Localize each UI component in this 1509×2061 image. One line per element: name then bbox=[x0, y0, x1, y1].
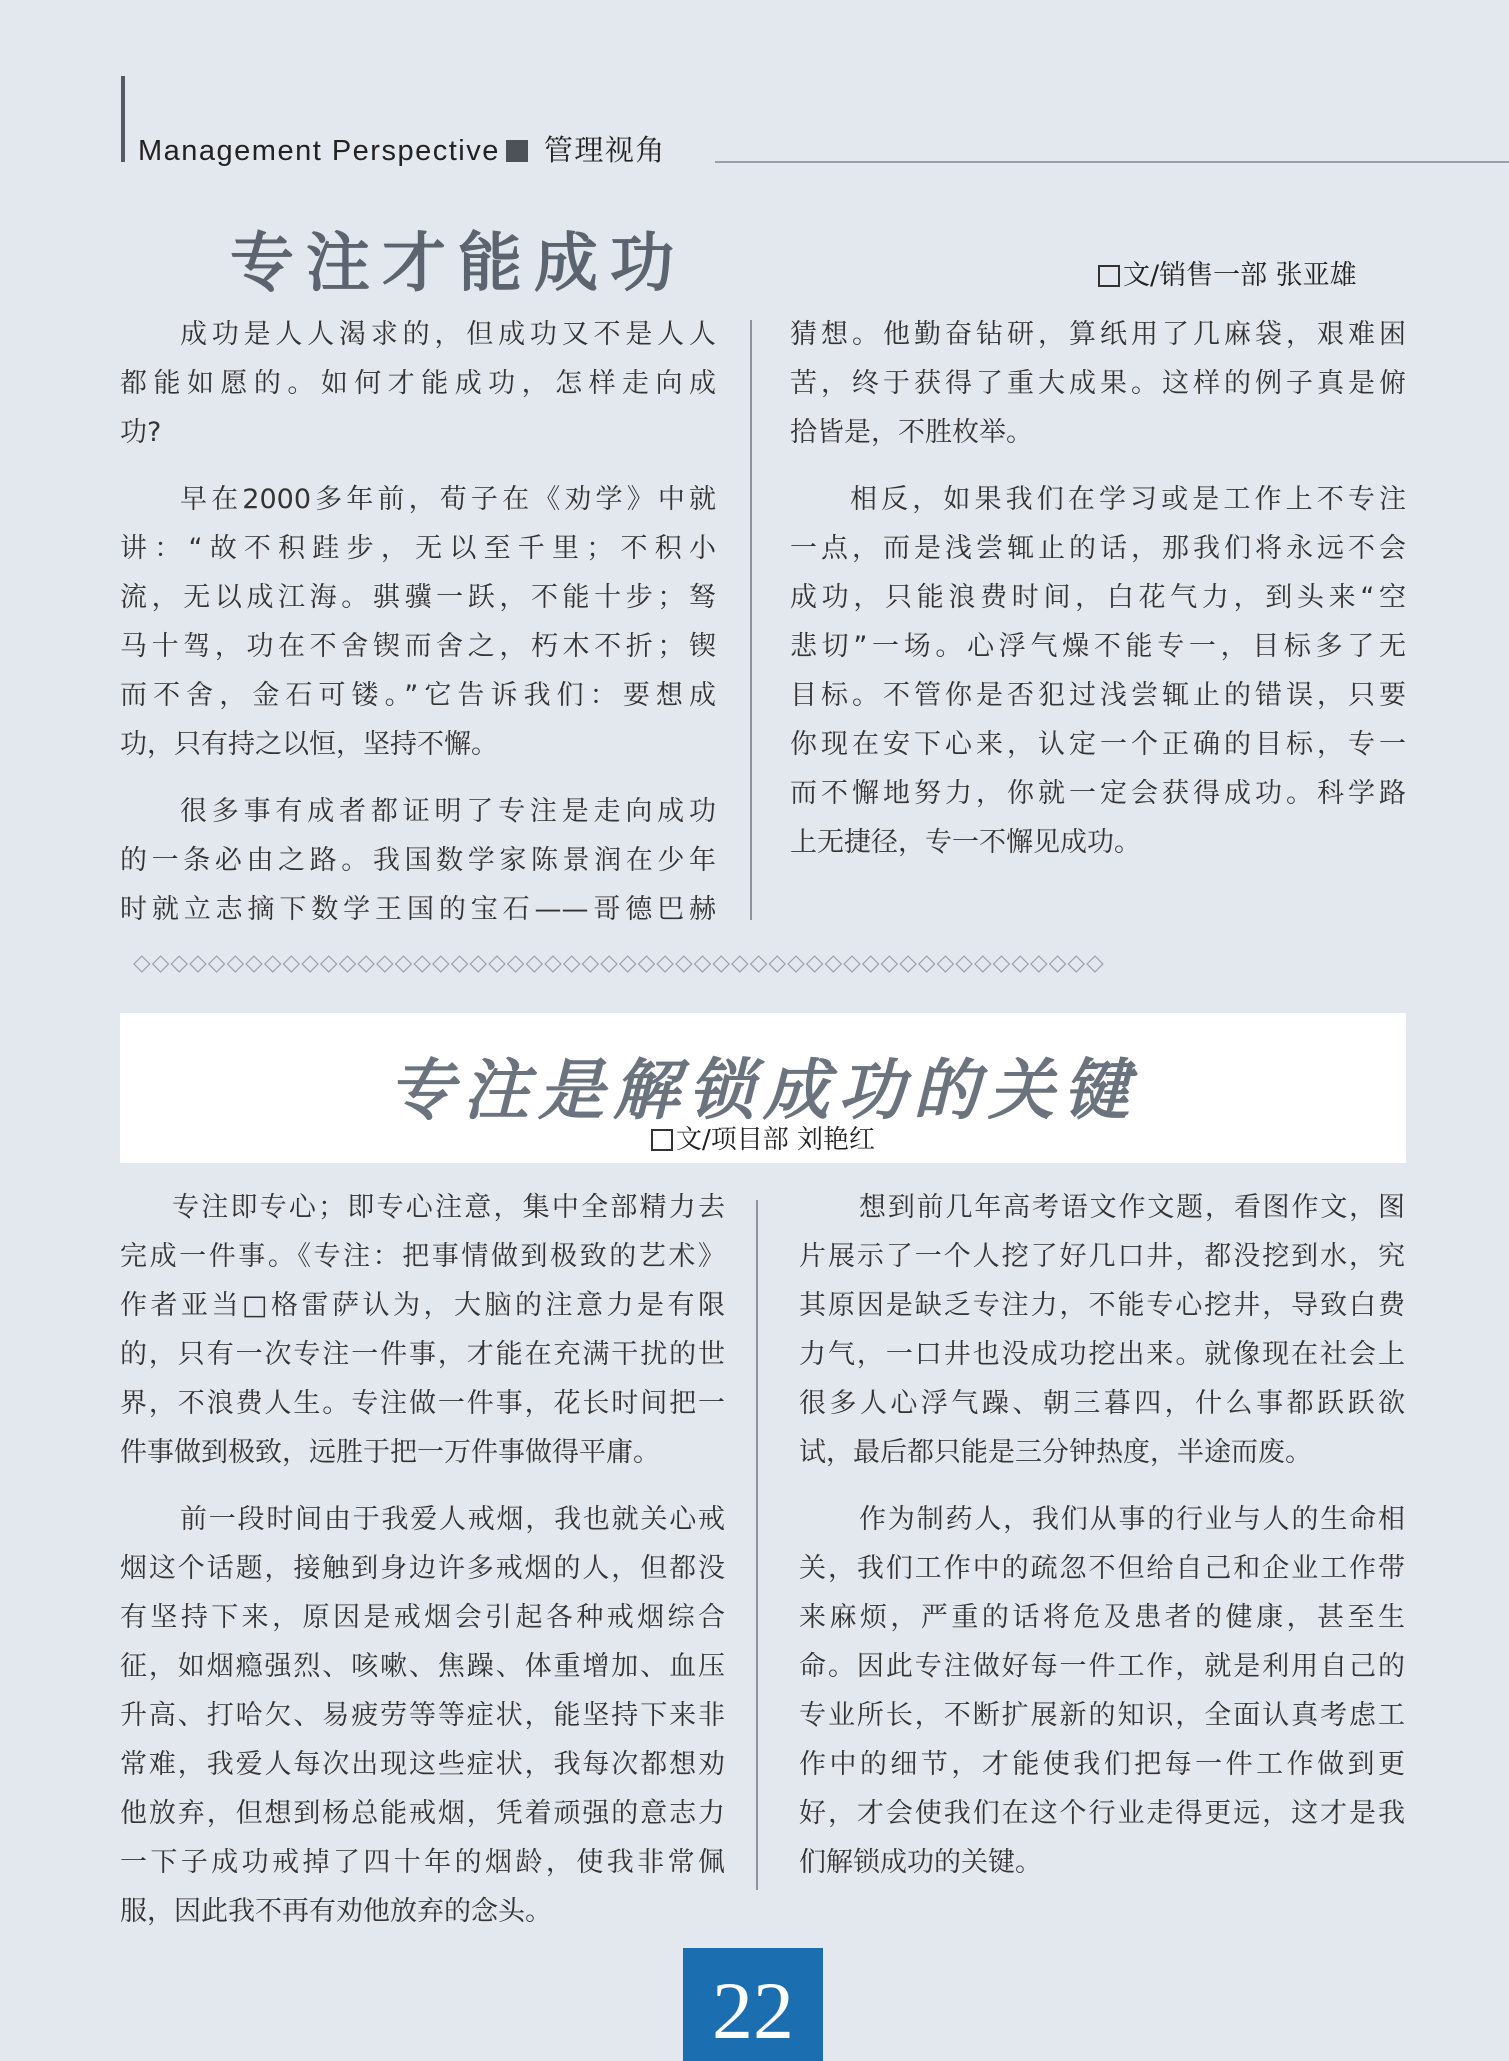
text-line: 片展示了一个人挖了好几口井，都没挖到水，究 bbox=[799, 1241, 1405, 1272]
text-line: 功，只有持之以恒，坚持不懈。 bbox=[120, 729, 498, 760]
text-line: 的，只有一次专注一件事，才能在充满干扰的世 bbox=[120, 1339, 725, 1370]
text-line: 很多人心浮气躁、朝三暮四，什么事都跃跃欲 bbox=[799, 1388, 1405, 1419]
text-line: 来麻烦，严重的话将危及患者的健康，甚至生 bbox=[799, 1602, 1405, 1633]
article1-byline-text: 文/销售一部 张亚雄 bbox=[1123, 260, 1357, 291]
text-line: 界，不浪费人生。专注做一件事，花长时间把一 bbox=[120, 1388, 725, 1419]
text-line: 升高、打哈欠、易疲劳等等症状，能坚持下来非 bbox=[120, 1700, 725, 1731]
text-line: 作者亚当□格雷萨认为，大脑的注意力是有限 bbox=[120, 1290, 725, 1321]
text-line: 很多事有成者都证明了专注是走向成功 bbox=[180, 796, 716, 827]
byline-box-icon bbox=[1098, 265, 1120, 287]
text-line: 们解锁成功的关键。 bbox=[799, 1847, 1042, 1878]
text-line: 拾皆是，不胜枚举。 bbox=[790, 417, 1033, 448]
text-line: 目标。不管你是否犯过浅尝辄止的错误，只要 bbox=[790, 680, 1406, 711]
text-line: 流，无以成江海。骐骥一跃，不能十步；驽 bbox=[120, 582, 716, 613]
article2-byline-text: 文/项目部 刘艳红 bbox=[675, 1125, 876, 1155]
text-line: 而不懈地努力，你就一定会获得成功。科学路 bbox=[790, 778, 1406, 809]
article2-byline bbox=[120, 1119, 1406, 1156]
text-line: 你现在安下心来，认定一个正确的目标，专一 bbox=[790, 729, 1406, 760]
section-title-chinese: 管理视角 bbox=[543, 135, 666, 167]
text-line: 作为制药人，我们从事的行业与人的生命相 bbox=[859, 1504, 1405, 1535]
text-line: 一点，而是浅尝辄止的话，那我们将永远不会 bbox=[790, 533, 1406, 564]
header-rule bbox=[715, 161, 1509, 163]
text-line: 相反，如果我们在学习或是工作上不专注 bbox=[850, 484, 1406, 515]
text-line: 专业所长，不断扩展新的知识，全面认真考虑工 bbox=[799, 1700, 1405, 1731]
section-header bbox=[138, 128, 666, 169]
text-line: 关，我们工作中的疏忽不但给自己和企业工作带 bbox=[799, 1553, 1405, 1584]
paragraph-gap bbox=[120, 1477, 725, 1495]
article2-right-column bbox=[799, 1183, 1405, 1887]
diamond-divider: ◇◇◇◇◇◇◇◇◇◇◇◇◇◇◇◇◇◇◇◇◇◇◇◇◇◇◇◇◇◇◇◇◇◇◇◇◇◇◇◇◇◇◇◇◇◇◇◇◇◇◇◇ bbox=[133, 950, 1105, 976]
header-accent-bar bbox=[121, 76, 125, 162]
paragraph-gap bbox=[799, 1477, 1405, 1495]
text-line: 时就立志摘下数学王国的宝石——哥德巴赫 bbox=[120, 894, 716, 925]
text-line: 好，才会使我们在这个行业走得更远，这才是我 bbox=[799, 1798, 1405, 1829]
text-line: 悲切”一场。心浮气燥不能专一，目标多了无 bbox=[790, 631, 1406, 662]
article1-right-column bbox=[790, 310, 1406, 867]
text-line: 其原因是缺乏专注力，不能专心挖井，导致白费 bbox=[799, 1290, 1405, 1321]
text-line: 的一条必由之路。我国数学家陈景润在少年 bbox=[120, 845, 716, 876]
text-line: 讲：“故不积跬步，无以至千里；不积小 bbox=[120, 533, 716, 564]
text-line: 成功是人人渴求的，但成功又不是人人 bbox=[180, 319, 716, 350]
article1-byline bbox=[1098, 253, 1357, 292]
text-line: 件事做到极致，远胜于把一万件事做得平庸。 bbox=[120, 1437, 660, 1468]
paragraph-gap bbox=[120, 769, 716, 787]
text-line: 完成一件事。《专注：把事情做到极致的艺术》 bbox=[120, 1241, 725, 1272]
text-line: 早在2000多年前，荀子在《劝学》中就 bbox=[180, 484, 716, 515]
text-line: 苦，终于获得了重大成果。这样的例子真是俯 bbox=[790, 368, 1406, 399]
page-number-box bbox=[683, 1948, 823, 2061]
text-line: 而不舍，金石可镂。”它告诉我们：要想成 bbox=[120, 680, 716, 711]
square-bullet-icon bbox=[506, 140, 528, 162]
article2-title-banner bbox=[120, 1013, 1406, 1163]
text-line: 力气，一口井也没成功挖出来。就像现在社会上 bbox=[799, 1339, 1405, 1370]
article1-left-column bbox=[120, 310, 716, 934]
text-line: 前一段时间由于我爱人戒烟，我也就关心戒 bbox=[180, 1504, 725, 1535]
article1-title: 专注才能成功 bbox=[230, 226, 686, 301]
article2-title: 专注是解锁成功的关键 bbox=[388, 1051, 1138, 1129]
text-line: 作中的细节，才能使我们把每一件工作做到更 bbox=[799, 1749, 1405, 1780]
page-number: 22 bbox=[712, 1965, 794, 2056]
text-line: 上无捷径，专一不懈见成功。 bbox=[790, 827, 1141, 858]
text-line: 有坚持下来，原因是戒烟会引起各种戒烟综合 bbox=[120, 1602, 725, 1633]
text-line: 烟这个话题，接触到身边许多戒烟的人，但都没 bbox=[120, 1553, 725, 1584]
text-line: 一下子成功戒掉了四十年的烟龄，使我非常佩 bbox=[120, 1847, 725, 1878]
text-line: 想到前几年高考语文作文题，看图作文，图 bbox=[859, 1192, 1405, 1223]
text-line: 马十驾，功在不舍锲而舍之，朽木不折；锲 bbox=[120, 631, 716, 662]
article2-left-column bbox=[120, 1183, 725, 1936]
paragraph-gap bbox=[790, 457, 1406, 475]
text-line: 专注即专心；即专心注意，集中全部精力去 bbox=[172, 1192, 725, 1223]
text-line: 他放弃，但想到杨总能戒烟，凭着顽强的意志力 bbox=[120, 1798, 725, 1829]
text-line: 试，最后都只能是三分钟热度，半途而废。 bbox=[799, 1437, 1312, 1468]
article1-column-divider bbox=[750, 320, 752, 920]
paragraph-gap bbox=[120, 457, 716, 475]
text-line: 命。因此专注做好每一件工作，就是利用自己的 bbox=[799, 1651, 1405, 1682]
section-title-english: Management Perspective bbox=[138, 135, 500, 167]
article2-column-divider bbox=[756, 1200, 758, 1890]
text-line: 常难，我爱人每次出现这些症状，我每次都想劝 bbox=[120, 1749, 725, 1780]
text-line: 征，如烟瘾强烈、咳嗽、焦躁、体重增加、血压 bbox=[120, 1651, 725, 1682]
byline-box-icon bbox=[651, 1129, 673, 1151]
text-line: 猜想。他勤奋钻研，算纸用了几麻袋，艰难困 bbox=[790, 319, 1406, 350]
text-line: 服，因此我不再有劝他放弃的念头。 bbox=[120, 1896, 552, 1927]
text-line: 成功，只能浪费时间，白花气力，到头来“空 bbox=[790, 582, 1406, 613]
text-line: 功? bbox=[120, 417, 162, 448]
text-line: 都能如愿的。如何才能成功，怎样走向成 bbox=[120, 368, 716, 399]
